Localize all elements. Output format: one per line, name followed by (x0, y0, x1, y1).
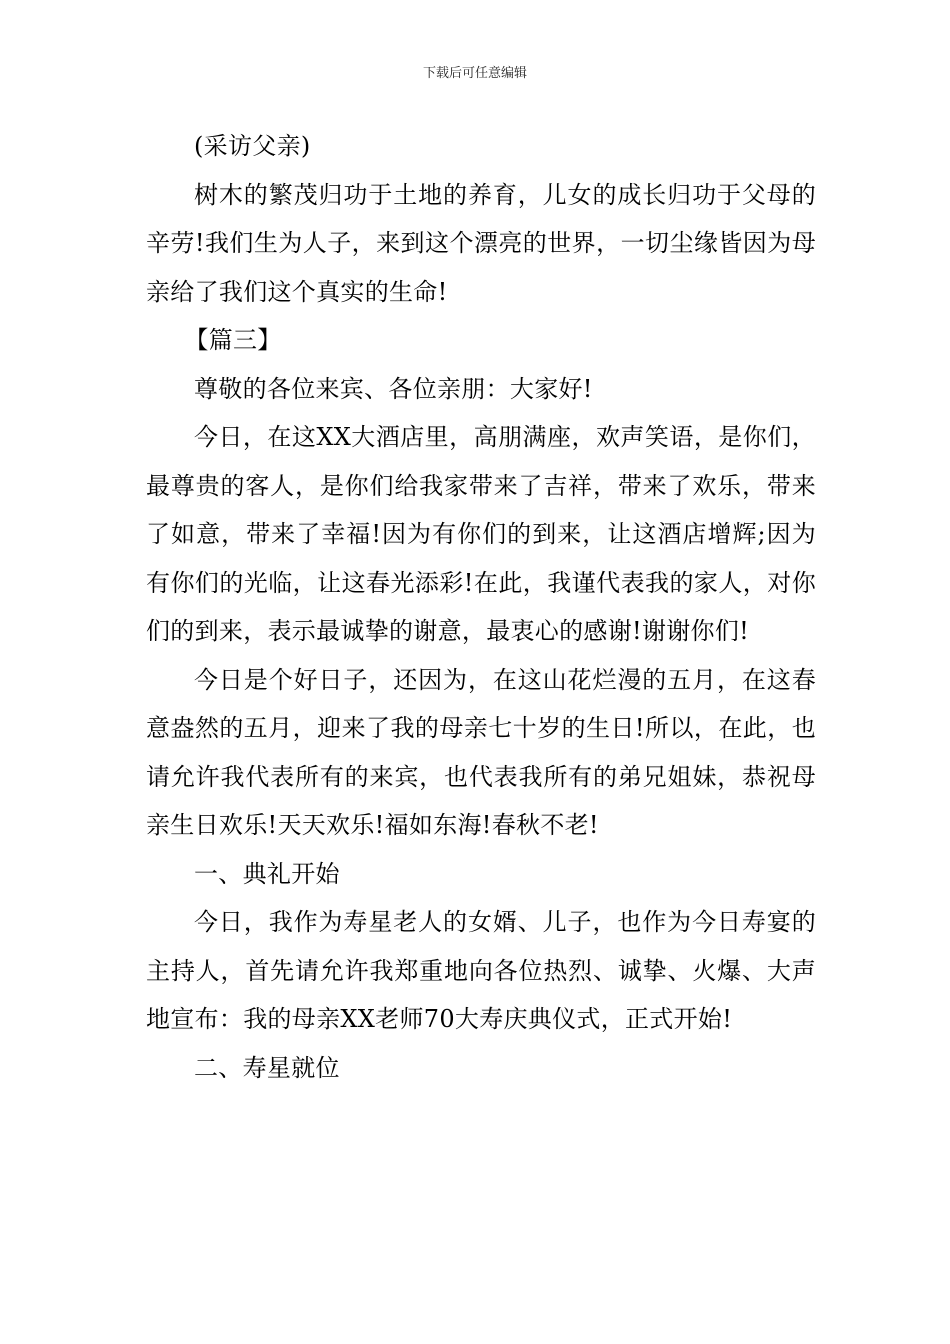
paragraph-announcement: 今日，我作为寿星老人的女婿、儿子，也作为今日寿宴的主持人，首先请允许我郑重地向各位热烈、诚挚、火爆、大声地宣布：我的母亲XX老师70大寿庆典仪式，正式开始! (146, 908, 816, 1033)
section-heading-part-three: 【篇三】 (184, 326, 282, 354)
document-body (146, 122, 816, 1092)
section-heading-honoree-seated: 二、寿星就位 (194, 1053, 340, 1082)
paragraph-birthday-wishes: 今日是个好日子，还因为，在这山花烂漫的五月，在这春意盎然的五月，迎来了我的母亲七十岁的生日!所以，在此，也请允许我代表所有的来宾，也代表我所有的弟兄姐妹，恭祝母亲生日欢乐!天天欢乐!福如东海!春秋不老! (146, 665, 816, 839)
paragraph-greeting: 尊敬的各位来宾、各位亲朋：大家好! (194, 374, 593, 403)
paragraph-gratitude: 树木的繁茂归功于土地的养育，儿女的成长归功于父母的辛劳!我们生为人子，来到这个漂亮的世界，一切尘缘皆因为母亲给了我们这个真实的生命! (146, 180, 816, 306)
section-heading-ceremony-start: 一、典礼开始 (194, 859, 340, 888)
paragraph-interview-note: (采访父亲) (194, 132, 311, 160)
paragraph-welcome: 今日，在这XX大酒店里，高朋满座，欢声笑语，是你们，最尊贵的客人，是你们给我家带来了吉祥，带来了欢乐，带来了如意，带来了幸福!因为有你们的到来，让这酒店增辉;因为有你们的光临，让这春光添彩!在此，我谨代表我的家人，对你们的到来，表示最诚挚的谢意，最衷心的感谢!谢谢你们! (146, 423, 816, 645)
page-header-note: 下载后可任意编辑 (422, 66, 527, 81)
